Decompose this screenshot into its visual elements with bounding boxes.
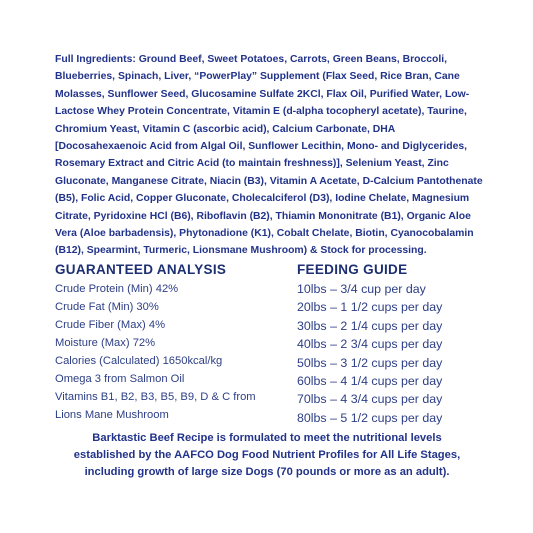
feeding-line-60lbs: 60lbs – 4 1/4 cups per day bbox=[297, 374, 443, 389]
feeding-line-40lbs: 40lbs – 2 3/4 cups per day bbox=[297, 337, 443, 352]
feeding-guide-heading: FEEDING GUIDE bbox=[297, 262, 408, 277]
aafco-statement: Barktastic Beef Recipe is formulated to meet the nutritional levels established by the AAFCO Dog Food Nutrient Profiles for All Life Stages, including growth of large size Dogs (70 pounds or more as an adult). bbox=[73, 432, 461, 478]
analysis-line-moisture: Moisture (Max) 72% bbox=[55, 337, 156, 349]
analysis-line-protein: Crude Protein (Min) 42% bbox=[55, 283, 179, 295]
analysis-line-mushroom: Lions Mane Mushroom bbox=[55, 409, 169, 421]
feeding-line-70lbs: 70lbs – 4 3/4 cups per day bbox=[297, 392, 443, 407]
analysis-line-omega: Omega 3 from Salmon Oil bbox=[55, 373, 185, 385]
analysis-line-vitamins: Vitamins B1, B2, B3, B5, B9, D & C from bbox=[55, 391, 256, 403]
analysis-line-fiber: Crude Fiber (Max) 4% bbox=[55, 319, 166, 331]
feeding-line-30lbs: 30lbs – 2 1/4 cups per day bbox=[297, 318, 443, 333]
feeding-line-20lbs: 20lbs – 1 1/2 cups per day bbox=[297, 300, 443, 315]
feeding-line-10lbs: 10lbs – 3/4 cup per day bbox=[297, 282, 426, 296]
guaranteed-analysis-heading: GUARANTEED ANALYSIS bbox=[55, 262, 227, 277]
feeding-line-80lbs: 80lbs – 5 1/2 cups per day bbox=[297, 410, 443, 425]
analysis-line-fat: Crude Fat (Min) 30% bbox=[55, 301, 159, 313]
guaranteed-analysis-section bbox=[55, 261, 285, 424]
feeding-guide-section bbox=[297, 261, 497, 427]
feeding-line-50lbs: 50lbs – 3 1/2 cups per day bbox=[297, 355, 443, 370]
analysis-line-calories: Calories (Calculated) 1650kcal/kg bbox=[55, 355, 223, 367]
full-ingredients-paragraph: Full Ingredients: Ground Beef, Sweet Potatoes, Carrots, Green Beans, Broccoli, Blueberries, Spinach, Liver, “PowerPlay” Supplement (Flax Seed, Rice Bran, Cane Molasses, Sunflower Seed, Glucosamine Sulfate 2KCl, Flax Oil, Purified Water, Low-Lactose Whey Protein Concentrate, Vitamin E (d-alpha tocopheryl acetate), Taurine, Chromium Yeast, Vitamin C (ascorbic acid), Calcium Carbonate, DHA [Docosahexaenoic Acid from Algal Oil, Sunflower Lecithin, Mono- and Diglycerides, Rosemary Extract and Citric Acid (to maintain freshness)], Selenium Yeast, Zinc Gluconate, Manganese Citrate, Niacin (B3), Vitamin A Acetate, D-Calcium Pantothenate (B5), Folic Acid, Copper Gluconate, Cholecalciferol (D3), Iodine Chelate, Magnesium Citrate, Pyridoxine HCl (B6), Riboflavin (B2), Thiamin Mononitrate (B1), Organic Aloe Vera (Aloe barbadensis), Phytonadione (K1), Cobalt Chelate, Biotin, Cyanocobalamin (B12), Spearmint, Turmeric, Lionsmane Mushroom) & Stock for processing. bbox=[55, 54, 483, 257]
